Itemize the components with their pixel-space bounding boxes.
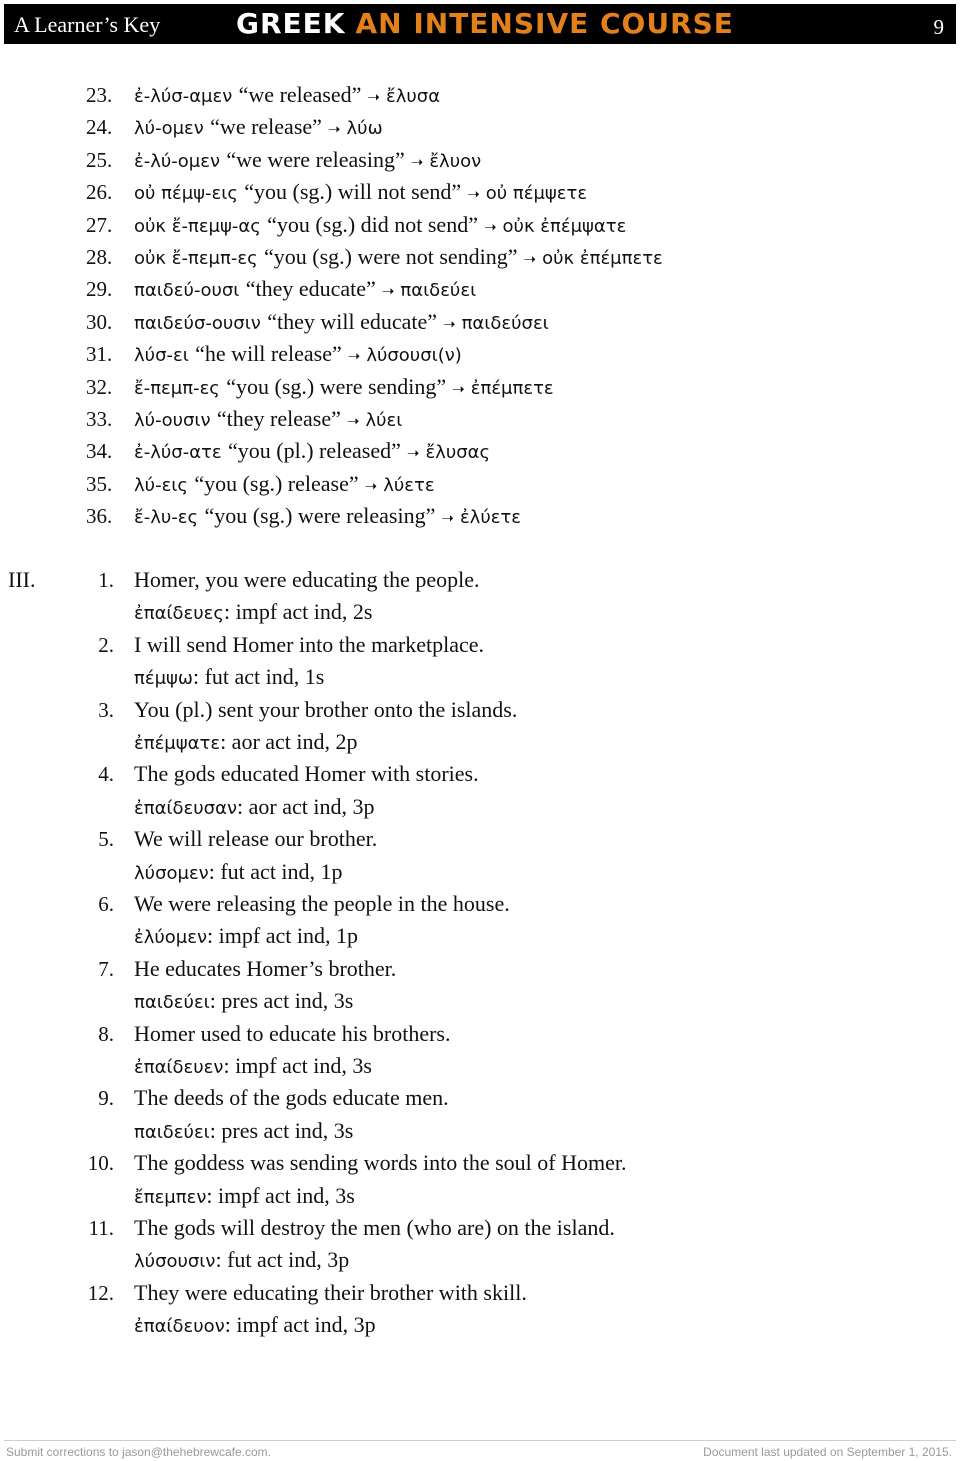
list-item xyxy=(0,209,960,241)
item-text xyxy=(134,500,521,534)
arrow-icon: ➝ xyxy=(367,88,380,106)
item-number: 28. xyxy=(86,244,113,269)
parsing-line xyxy=(134,856,343,890)
course-title-greek: GREEK xyxy=(236,7,346,40)
exercise-list-section-ii xyxy=(0,79,960,532)
greek-verb: λύσομεν xyxy=(134,862,209,884)
parsing-line xyxy=(134,661,324,695)
target-form: ἔλυσα xyxy=(385,86,441,107)
translation-item xyxy=(0,1018,960,1083)
arrow-icon: ➝ xyxy=(483,217,497,236)
translation-item xyxy=(0,823,960,888)
parse-info: : pres act ind, 3s xyxy=(209,988,354,1014)
parsing-line xyxy=(134,1050,372,1084)
parsing-line xyxy=(134,1115,353,1149)
english-gloss: “we release” xyxy=(210,114,322,140)
target-form: ἔλυσας xyxy=(425,442,491,464)
arrow-icon: ➝ xyxy=(523,249,537,268)
english-sentence: The gods will destroy the men (who are) on the island. xyxy=(134,1214,615,1240)
book-title-left: A Learner’s Key xyxy=(14,12,161,37)
english-gloss: “you (sg.) were not sending” xyxy=(264,243,518,269)
greek-verb: παιδεύει xyxy=(134,992,210,1014)
item-number: 4. xyxy=(98,762,114,787)
item-number: 12. xyxy=(87,1280,114,1305)
arrow-icon: ➝ xyxy=(347,347,361,366)
parsing-line xyxy=(134,1180,355,1214)
parse-info: : fut act ind, 3p xyxy=(215,1247,350,1273)
item-number: 33. xyxy=(86,406,113,431)
page-number: 9 xyxy=(933,15,944,39)
arrow-icon: ➝ xyxy=(327,120,341,139)
greek-form: λύ-εις xyxy=(134,474,188,496)
list-item xyxy=(0,176,960,208)
item-number: 25. xyxy=(86,147,113,172)
english-gloss: “you (sg.) were releasing” xyxy=(204,503,436,529)
item-text xyxy=(134,338,462,372)
item-text xyxy=(134,176,587,210)
greek-verb: ἐπαίδευσαν xyxy=(134,797,238,819)
target-form: οὐ πέμψετε xyxy=(485,183,588,205)
parse-info: : pres act ind, 3s xyxy=(209,1117,354,1143)
item-number: 24. xyxy=(86,115,113,140)
greek-form: ἔ-πεμπ-ες xyxy=(134,377,220,399)
item-number: 29. xyxy=(86,277,113,302)
item-text xyxy=(134,79,440,113)
english-gloss: “we were releasing” xyxy=(226,146,405,172)
item-text xyxy=(134,435,490,469)
english-sentence: He educates Homer’s brother. xyxy=(134,955,397,981)
translation-item xyxy=(0,888,960,953)
english-sentence: They were educating their brother with skill. xyxy=(134,1279,527,1305)
greek-verb: ἐπαίδευες xyxy=(134,603,224,625)
translation-item xyxy=(0,1277,960,1342)
greek-verb: παιδεύει xyxy=(134,1121,210,1143)
target-form: ἔλυον xyxy=(429,150,482,172)
parse-info: : impf act ind, 3s xyxy=(206,1182,355,1208)
footer-divider xyxy=(4,1440,956,1441)
list-item xyxy=(0,79,960,111)
item-number: 35. xyxy=(86,471,113,496)
greek-form: λύ-ομεν xyxy=(134,118,204,140)
parsing-line xyxy=(134,985,353,1019)
greek-form: λύσ-ει xyxy=(134,345,189,367)
greek-verb: ἐλύομεν xyxy=(134,927,208,949)
target-form: λύσουσι(ν) xyxy=(366,345,462,367)
english-gloss: “he will release” xyxy=(195,341,342,367)
arrow-icon: ➝ xyxy=(410,152,424,171)
item-text xyxy=(134,111,383,145)
english-sentence: The goddess was sending words into the soul of Homer. xyxy=(134,1150,627,1176)
item-number: 27. xyxy=(86,212,113,237)
greek-form: οὐ πέμψ-εις xyxy=(134,183,238,205)
list-item xyxy=(0,338,960,370)
parse-info: : fut act ind, 1s xyxy=(192,664,325,690)
english-gloss: “they educate” xyxy=(245,276,376,302)
arrow-icon: ➝ xyxy=(346,411,360,430)
list-item xyxy=(0,500,960,532)
greek-verb: ἔπεμπεν xyxy=(134,1186,207,1208)
translation-item xyxy=(0,1082,960,1147)
english-gloss: “we released” xyxy=(238,82,362,107)
item-number: 9. xyxy=(98,1086,114,1111)
english-gloss: “they will educate” xyxy=(267,308,438,334)
parse-info: : fut act ind, 1p xyxy=(208,858,343,884)
exercise-section-iii xyxy=(0,564,960,1342)
target-form: παιδεύσει xyxy=(461,312,549,334)
target-form: οὐκ ἐπέμπετε xyxy=(542,247,663,269)
list-item xyxy=(0,111,960,143)
list-item xyxy=(0,403,960,435)
target-form: λύω xyxy=(346,118,383,140)
greek-form: ἔ-λυ-ες xyxy=(134,507,199,529)
target-form: λύετε xyxy=(383,474,435,496)
item-number: 36. xyxy=(86,504,113,529)
arrow-icon: ➝ xyxy=(381,282,395,301)
english-gloss: “you (sg.) did not send” xyxy=(267,211,478,237)
list-item xyxy=(0,144,960,176)
greek-verb: ἐπέμψατε xyxy=(134,732,221,754)
greek-form: οὐκ ἔ-πεμψ-ας xyxy=(134,215,261,237)
parse-info: : impf act ind, 3s xyxy=(223,1052,372,1078)
greek-form: παιδεύσ-ουσιν xyxy=(134,312,261,334)
greek-verb: λύσουσιν xyxy=(134,1251,216,1273)
item-number: 26. xyxy=(86,180,113,205)
item-number: 7. xyxy=(98,956,114,981)
greek-form: λύ-ουσιν xyxy=(134,409,211,431)
translation-item xyxy=(0,758,960,823)
greek-form: ἐ-λύ-ομεν xyxy=(134,150,221,172)
parsing-line xyxy=(134,1244,349,1278)
parse-info: : aor act ind, 3p xyxy=(237,793,375,819)
parse-info: : impf act ind, 2s xyxy=(223,599,373,625)
item-number: 30. xyxy=(86,309,113,334)
greek-form: ἐ-λύσ-ατε xyxy=(134,442,222,464)
target-form: παιδεύει xyxy=(400,280,477,302)
parsing-line xyxy=(134,726,358,760)
item-text xyxy=(134,403,402,437)
item-number: 11. xyxy=(88,1215,114,1240)
target-form: ἐλύετε xyxy=(459,507,522,529)
greek-verb: πέμψω xyxy=(134,668,193,690)
translation-item xyxy=(0,953,960,1018)
english-sentence: Homer, you were educating the people. xyxy=(134,567,480,592)
item-text xyxy=(134,273,476,307)
item-number: 3. xyxy=(98,697,114,722)
item-text xyxy=(134,371,554,405)
item-number: 5. xyxy=(98,827,114,852)
greek-verb: ἐπαίδευεν xyxy=(134,1056,224,1078)
item-text xyxy=(134,468,435,502)
parsing-line xyxy=(134,1309,376,1343)
course-title xyxy=(236,7,734,40)
list-item xyxy=(0,371,960,403)
target-form: λύει xyxy=(365,409,403,431)
list-item xyxy=(0,468,960,500)
english-sentence: The gods educated Homer with stories. xyxy=(134,761,479,787)
target-form: ἐπέμπετε xyxy=(470,377,554,399)
arrow-icon: ➝ xyxy=(443,314,456,333)
english-gloss: “they release” xyxy=(216,405,341,431)
footer-corrections: Submit corrections to jason@thehebrewcafe.com. xyxy=(6,1445,271,1459)
translation-item xyxy=(0,1147,960,1212)
english-gloss: “you (sg.) will not send” xyxy=(244,179,462,205)
parse-info: : impf act ind, 3p xyxy=(224,1312,376,1338)
english-gloss: “you (sg.) were sending” xyxy=(226,373,447,399)
item-number: 34. xyxy=(86,439,113,464)
translation-item xyxy=(0,1212,960,1277)
english-sentence: I will send Homer into the marketplace. xyxy=(134,631,485,657)
english-sentence: Homer used to educate his brothers. xyxy=(134,1020,451,1046)
arrow-icon: ➝ xyxy=(452,379,465,398)
item-number: 8. xyxy=(98,1021,114,1046)
translation-item xyxy=(0,629,960,694)
english-sentence: You (pl.) sent your brother onto the islands. xyxy=(134,696,518,722)
item-text xyxy=(134,209,626,243)
parse-info: : aor act ind, 2p xyxy=(220,728,358,754)
greek-form: οὐκ ἔ-πεμπ-ες xyxy=(134,247,258,269)
english-gloss: “you (sg.) release” xyxy=(194,470,359,496)
parsing-line xyxy=(134,920,358,954)
arrow-icon: ➝ xyxy=(364,476,378,495)
item-number: 1. xyxy=(98,568,114,592)
translation-item xyxy=(0,694,960,759)
greek-form: παιδεύ-ουσι xyxy=(134,280,240,302)
list-item xyxy=(0,273,960,305)
parsing-line xyxy=(134,596,372,630)
item-text xyxy=(134,306,549,340)
item-number: 32. xyxy=(86,374,113,399)
english-gloss: “you (pl.) released” xyxy=(228,438,401,464)
arrow-icon: ➝ xyxy=(441,509,454,528)
list-item xyxy=(0,241,960,273)
course-title-subtitle: AN INTENSIVE COURSE xyxy=(355,7,734,40)
english-sentence: We will release our brother. xyxy=(134,826,378,852)
section-label: III. xyxy=(8,567,36,592)
list-item xyxy=(0,435,960,467)
translation-item xyxy=(0,564,960,629)
greek-form: ἐ-λύσ-αμεν xyxy=(134,86,233,107)
target-form: οὐκ ἐπέμψατε xyxy=(502,215,627,237)
parsing-line xyxy=(134,791,374,825)
arrow-icon: ➝ xyxy=(467,185,480,204)
item-number: 31. xyxy=(86,342,113,367)
parse-info: : impf act ind, 1p xyxy=(207,923,358,949)
english-sentence: The deeds of the gods educate men. xyxy=(134,1085,449,1111)
item-number: 10. xyxy=(87,1151,114,1176)
list-item xyxy=(0,306,960,338)
item-text xyxy=(134,241,663,275)
item-number: 23. xyxy=(86,83,113,107)
english-sentence: We were releasing the people in the house. xyxy=(134,890,510,916)
footer-updated: Document last updated on September 1, 2015. xyxy=(703,1445,952,1459)
greek-verb: ἐπαίδευον xyxy=(134,1316,225,1338)
item-number: 2. xyxy=(98,632,114,657)
item-text xyxy=(134,144,481,178)
page-header xyxy=(4,4,956,44)
item-number: 6. xyxy=(98,891,114,916)
arrow-icon: ➝ xyxy=(406,444,420,463)
